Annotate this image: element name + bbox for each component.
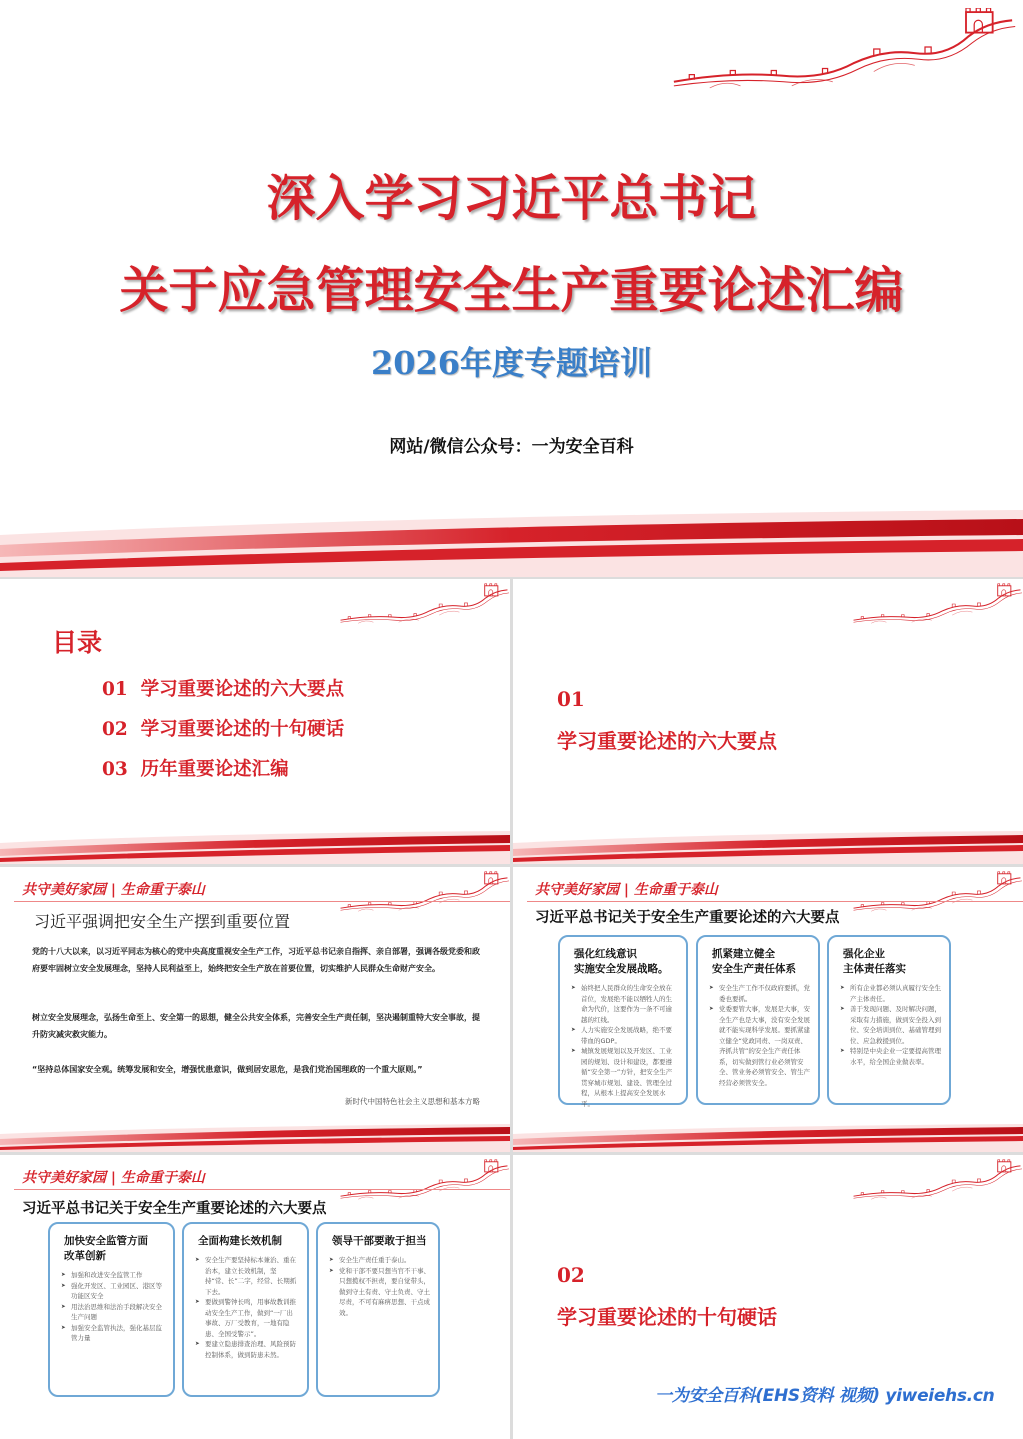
card-bullet: ➤ 始终把人民群众的生命安全放在首位，发展绝不能以牺牲人的生命为代价，这要作为一条不可逾越的红线。 [581,983,678,1025]
card-title: 强化红线意识 实施安全发展战略。 [574,948,669,975]
toc-item[interactable]: 02 学习重要论述的十句硬话 [102,719,345,740]
great-wall-decoration [851,871,1023,913]
card-title: 强化企业 主体责任落实 [843,948,906,975]
card-bullet: ➤ 城镇发展规划以及开发区、工业园的规划、设计和建设，都要遵循“安全第一”方针，把安全生产贯穿城市规划、建设、管理全过程，从根本上提高安全发展水平。 [581,1046,678,1109]
content-slide-six-points-a [513,867,1023,1152]
card-title: 加快安全监管方面 改革创新 [64,1235,148,1262]
content-slide-six-points-b [0,1155,510,1439]
great-wall-decoration [338,1159,510,1201]
card-title: 抓紧建立健全 安全生产责任体系 [712,948,796,975]
card-bullet: ➤ 人力实施安全发展战略，绝不要带血的GDP。 [581,1025,678,1046]
card-bullet: ➤ 党委要管大事，发展是大事，安全生产也是大事，没有安全发展就不能实现科学发展。要抓紧建立健全“党政同责、一岗双责、齐抓共管”的安全生产责任体系，切实做到管行业必须管安全、管业务必须管安全、管生产经营必须管安全。 [719,1004,810,1088]
slide-heading: 习近平总书记关于安全生产重要论述的六大要点 [535,910,840,926]
body-paragraph: 党的十八大以来，以习近平同志为核心的党中央高度重视安全生产工作，习近平总书记亲自指挥、亲自部署，强调各级党委和政府要牢固树立安全发展理念，坚持人民利益至上，始终把安全生产放在首要位置，切实维护人民群众生命财产安全。 [32,947,480,973]
card-bullet: ➤ 强化开发区、工业园区、港区等功能区安全 [71,1281,165,1302]
toc-slide [0,579,510,864]
cover-site: 网站/微信公众号：一为安全百科 [389,437,634,457]
card-bullet: ➤ 党和干部不要只想当官不干事、只想揽权不担责，要自觉带头，做到守土有责、守土负责、守土尽责，不可有麻痹思想、干点成效。 [339,1266,430,1319]
point-card [558,935,688,1108]
section-slide-01 [513,579,1023,864]
slogan: 共守美好家园 | 生命重于泰山 [22,1170,205,1186]
point-card [316,1222,440,1397]
slogan: 共守美好家园 | 生命重于泰山 [535,882,718,898]
section-number: 01 [557,687,585,711]
slide-divider [14,1189,510,1190]
card-bullet: ➤ 所有企业都必须认真履行安全生产主体责任。 [850,983,941,1004]
toc-heading: 目录 [52,628,103,657]
quote-source: 新时代中国特色社会主义思想和基本方略 [345,1097,480,1106]
content-slide-importance [0,867,510,1152]
point-card [182,1222,309,1397]
great-wall-decoration [338,871,510,913]
great-wall-decoration [338,583,510,625]
toc-item[interactable]: 03 历年重要论述汇编 [102,759,289,780]
cover-title-line2: 关于应急管理安全生产重要论述汇编 [119,261,904,319]
point-card [696,935,820,1105]
red-swoosh-decoration [0,1122,510,1152]
slide-divider [14,901,510,902]
section-title: 学习重要论述的六大要点 [557,729,777,753]
slide-divider [527,901,1023,902]
card-bullet: ➤ 善于发现问题、及时解决问题，采取有力措施，做到安全投入到位、安全培训到位、基础管理到位、应急救援到位。 [850,1004,941,1046]
card-bullet: ➤ 加强安全监管执法，强化基层监管力量 [71,1323,165,1344]
point-card [827,935,951,1105]
card-bullet: ➤ 安全生产工作不仅政府要抓，党委也要抓。 [719,983,810,1004]
card-bullet: ➤ 安全生产要坚持标本兼治、重在治本，建立长效机制，坚持“常、长”二字，经常、长期抓下去。 [205,1255,299,1297]
card-bullet: ➤ 特别是中央企业一定要提高管理水平，给全国企业做表率。 [850,1046,941,1067]
card-bullet: ➤ 用法治思维和法治手段解决安全生产问题 [71,1302,165,1323]
section-title: 学习重要论述的十句硬话 [557,1305,777,1329]
great-wall-decoration [851,583,1023,625]
great-wall-decoration [668,8,1018,90]
slide-heading: 习近平强调把安全生产摆到重要位置 [34,912,291,931]
red-swoosh-decoration [0,505,1023,577]
point-card [48,1222,175,1397]
cover-title-line1: 深入学习习近平总书记 [266,169,757,227]
red-swoosh-decoration [0,829,510,864]
card-title: 全面构建长效机制 [198,1235,282,1247]
great-wall-decoration [851,1159,1023,1201]
slogan: 共守美好家园 | 生命重于泰山 [22,882,205,898]
red-swoosh-decoration [513,1122,1023,1152]
slide-heading: 习近平总书记关于安全生产重要论述的六大要点 [22,1201,327,1217]
cover-subtitle: 2026年度专题培训 [370,344,653,382]
card-bullet: ➤ 加强和改进安全监管工作 [71,1270,165,1281]
cover-slide [0,0,1023,577]
card-bullet: ➤ 安全生产责任重于泰山。 [339,1255,430,1266]
red-swoosh-decoration [513,829,1023,864]
quote-paragraph: “坚持总体国家安全观。统筹发展和安全，增强忧患意识，做到居安思危，是我们党治国理政的一个重大原则。” [32,1065,423,1074]
section-number: 02 [557,1263,585,1287]
card-title: 领导干部要敢于担当 [332,1235,427,1247]
card-bullet: ➤ 要做到警钟长鸣，用事故教训推动安全生产工作，做到“一厂出事故、万厂受教育，一地有隐患、全国受警示”。 [205,1297,299,1339]
toc-item[interactable]: 01 学习重要论述的六大要点 [102,679,345,700]
card-bullet: ➤ 要建立隐患排查治理、风险预防控制体系，做到防患未然。 [205,1339,299,1360]
body-paragraph: 树立安全发展理念，弘扬生命至上、安全第一的思想，健全公共安全体系，完善安全生产责任制，坚决遏制重特大安全事故，提升防灾减灾救灾能力。 [32,1013,480,1039]
site-watermark: 一为安全百科(EHS资料 视频) yiweiehs.cn [655,1386,995,1406]
